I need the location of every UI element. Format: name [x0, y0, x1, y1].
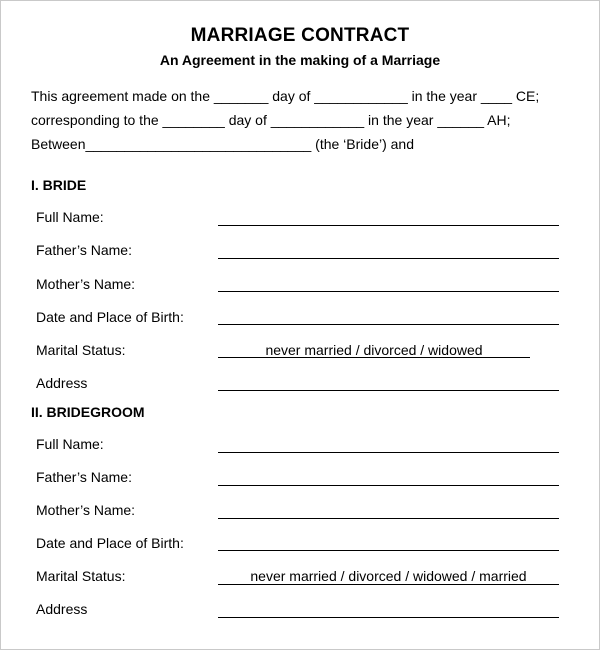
bridegroom-fathers-name-field[interactable] — [218, 485, 559, 486]
bride-fathers-name-field[interactable] — [218, 258, 559, 259]
bride-address-field[interactable] — [218, 390, 559, 391]
bridegroom-address-label: Address — [36, 601, 88, 617]
bridegroom-full-name-field[interactable] — [218, 452, 559, 453]
bridegroom-marital-status-label: Marital Status: — [36, 568, 126, 584]
bride-dob-field[interactable] — [218, 324, 559, 325]
bridegroom-address-field[interactable] — [218, 617, 559, 618]
intro-line-2: corresponding to the ________ day of ____________ in the year ______ AH; — [31, 112, 511, 128]
bridegroom-dob-field[interactable] — [218, 550, 559, 551]
bridegroom-marital-status-field[interactable] — [218, 584, 559, 585]
bridegroom-mothers-name-label: Mother’s Name: — [36, 502, 136, 518]
intro-line-3: Between_____________________________ (the ‘Bride’) and — [31, 136, 414, 152]
bride-marital-status-options: never married / divorced / widowed — [265, 342, 483, 358]
bride-marital-status-field[interactable] — [218, 357, 530, 358]
document-title: MARRIAGE CONTRACT — [190, 25, 410, 46]
bridegroom-section-heading: II. BRIDEGROOM — [31, 404, 145, 420]
bride-marital-status-label: Marital Status: — [36, 342, 126, 358]
bride-fathers-name-label: Father’s Name: — [36, 242, 132, 258]
bride-address-label: Address — [36, 375, 88, 391]
document-subtitle: An Agreement in the making of a Marriage — [159, 52, 441, 68]
bride-full-name-field[interactable] — [218, 225, 559, 226]
bride-section-heading: I. BRIDE — [31, 177, 87, 193]
bride-mothers-name-label: Mother’s Name: — [36, 276, 136, 292]
bridegroom-full-name-label: Full Name: — [36, 436, 104, 452]
bride-full-name-label: Full Name: — [36, 209, 104, 225]
bride-dob-label: Date and Place of Birth: — [36, 309, 184, 325]
bridegroom-fathers-name-label: Father’s Name: — [36, 469, 132, 485]
bridegroom-dob-label: Date and Place of Birth: — [36, 535, 184, 551]
bridegroom-mothers-name-field[interactable] — [218, 518, 559, 519]
bridegroom-marital-status-options: never married / divorced / widowed / married — [250, 568, 527, 584]
intro-line-1: This agreement made on the _______ day of ____________ in the year ____ CE; — [31, 88, 540, 104]
bride-mothers-name-field[interactable] — [218, 291, 559, 292]
